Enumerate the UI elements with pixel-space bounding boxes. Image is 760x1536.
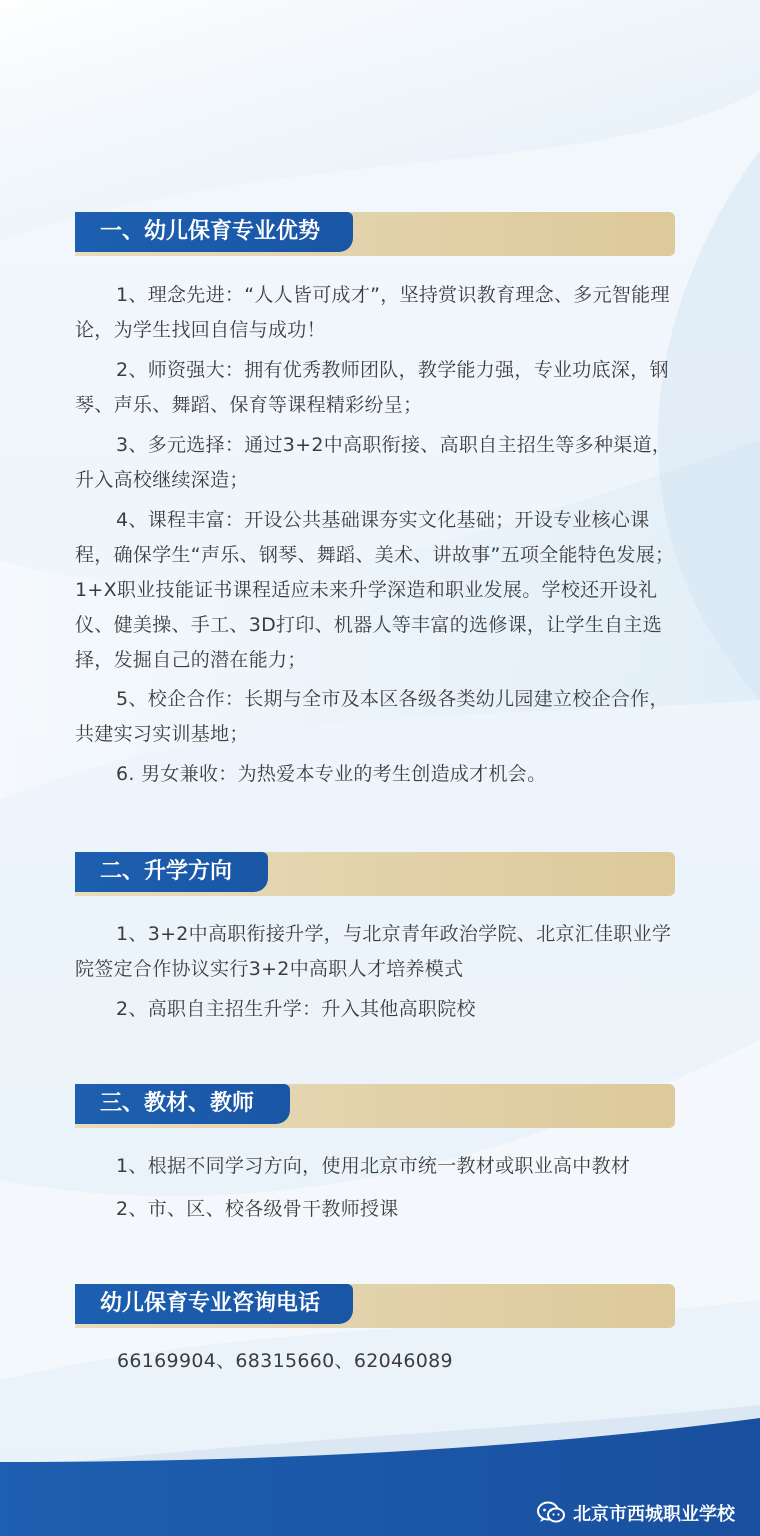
section-title: 三、教材、教师 [75, 1084, 290, 1124]
footer-brand [537, 1500, 735, 1526]
paragraph: 1、理念先进：“人人皆可成才”，坚持赏识教育理念、多元智能理论，为学生找回自信与成功！ [75, 284, 670, 341]
paragraph: 5、校企合作：长期与全市及本区各级各类幼儿园建立校企合作，共建实习实训基地； [75, 688, 669, 745]
wechat-icon [537, 1501, 565, 1525]
paragraph: 4、课程丰富：开设公共基础课夯实文化基础；开设专业核心课程，确保学生“声乐、钢琴、舞蹈、美术、讲故事”五项全能特色发展；1+X职业技能证书课程适应未来升学深造和职业发展。学校还开设礼仪、健美操、手工、3D打印、机器人等丰富的选修课，让学生自主选择，发掘自己的潜在能力； [75, 509, 675, 671]
paragraph: 2、高职自主招生升学：升入其他高职院校 [116, 998, 476, 1020]
section-header-advantages [75, 212, 675, 256]
section-header-further-study [75, 852, 675, 896]
section-title: 幼儿保育专业咨询电话 [75, 1284, 353, 1324]
phone-numbers: 66169904、68315660、62046089 [117, 1350, 453, 1372]
paragraph: 2、市、区、校各级骨干教师授课 [116, 1198, 399, 1220]
section-title: 一、幼儿保育专业优势 [75, 212, 353, 252]
paragraph: 1、3+2中高职衔接升学，与北京青年政治学院、北京汇佳职业学院签定合作协议实行3+2中高职人才培养模式 [75, 923, 672, 980]
section-header-materials-teachers [75, 1084, 675, 1128]
paragraph: 2、师资强大：拥有优秀教师团队，教学能力强，专业功底深，钢琴、声乐、舞蹈、保育等课程精彩纷呈； [75, 359, 669, 416]
section-header-consult-phone [75, 1284, 675, 1328]
paragraph: 1、根据不同学习方向，使用北京市统一教材或职业高中教材 [116, 1155, 631, 1177]
paragraph: 3、多元选择：通过3+2中高职衔接、高职自主招生等多种渠道，升入高校继续深造； [75, 434, 672, 491]
section-title: 二、升学方向 [75, 852, 268, 892]
school-name: 北京市西城职业学校 [573, 1504, 735, 1525]
paragraph: 6. 男女兼收：为热爱本专业的考生创造成才机会。 [116, 763, 547, 785]
